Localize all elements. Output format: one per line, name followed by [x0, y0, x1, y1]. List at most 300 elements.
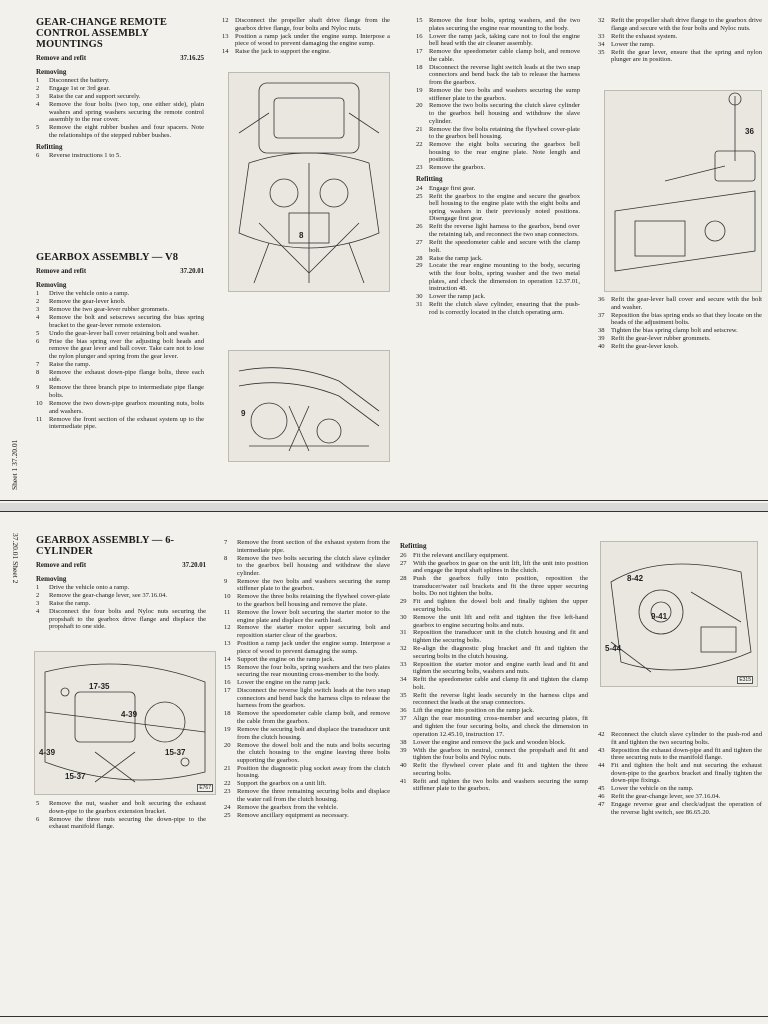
step-number: 14	[224, 655, 231, 663]
step-text: Engage first gear.	[429, 184, 476, 192]
step-text: Refit the speedometer cable and secure with the clamp bolt.	[429, 238, 580, 254]
step-item	[36, 290, 204, 298]
step-item	[36, 608, 206, 631]
step-item	[400, 676, 588, 691]
step-number: 13	[222, 32, 229, 40]
sheet1-column-1	[36, 17, 204, 160]
step-number: 19	[224, 725, 231, 733]
gear-lever-drawing	[605, 91, 761, 291]
step-number: 18	[224, 710, 231, 718]
step-text: Remove the unit lift and refit and tighten the five left-hand gearbox to engine securing bolts and nuts.	[413, 613, 588, 629]
figure-callout-9: 9	[241, 409, 246, 418]
step-item	[598, 312, 762, 327]
step-text: Disconnect the reverse light switch leads at the two snap connectors and bend back the tab to release the harness from the gearbox.	[429, 63, 580, 86]
step-number: 28	[400, 575, 407, 583]
refitting-heading: Refitting	[416, 175, 443, 183]
step-text: Refit the clutch slave cylinder, ensuring that the push-rod is correctly located in the clutch operating arm.	[429, 301, 580, 316]
step-text: Engage reverse gear and check/adjust the operation of the reverse light switch, see 86.65.20.	[611, 801, 762, 816]
step-item	[400, 552, 588, 560]
gear-lever-figure	[604, 90, 762, 292]
step-text: Engage 1st or 3rd gear.	[49, 85, 110, 93]
step-text: Drive the vehicle onto a ramp.	[49, 290, 130, 298]
step-number: 35	[400, 691, 407, 699]
step-number: 5	[36, 329, 40, 337]
step-list	[416, 185, 580, 317]
step-item	[416, 164, 580, 172]
step-text: Position a ramp jack under the engine sump. Interpose a piece of wood to prevent damaging the engine sump.	[235, 32, 390, 48]
step-number: 13	[224, 640, 231, 648]
step-number: 45	[598, 785, 605, 793]
step-text: Refit and tighten the two bolts and washers securing the sump stiffener plate to the gearbox.	[413, 777, 588, 793]
step-number: 35	[598, 48, 605, 56]
sheet2-column-4	[598, 731, 762, 817]
step-item	[400, 778, 588, 793]
step-list	[224, 539, 390, 819]
sheet2-column-1b	[36, 800, 206, 831]
step-text: Re-align the diagnostic plug bracket and fit and tighten the securing bolts in the clutch housing.	[413, 645, 588, 660]
step-text: Lower the ramp jack.	[429, 293, 486, 301]
step-item	[416, 239, 580, 254]
step-text: Remove the eight rubber bushes and four spacers. Note the relationships of the stepped rubber bushes.	[49, 124, 204, 139]
step-text: Remove the speedometer cable clamp bolt, and remove the cable from the gearbox.	[237, 710, 390, 725]
step-number: 17	[416, 48, 423, 56]
operation-code: 37.20.01	[182, 562, 206, 569]
step-item	[400, 661, 588, 676]
step-number: 39	[400, 746, 407, 754]
step-text: Remove the two bolts securing the clutch slave cylinder to the gearbox bell housing and withdraw the slave cylinder.	[429, 102, 580, 125]
step-item	[598, 41, 762, 49]
step-number: 5	[36, 124, 40, 132]
step-number: 11	[36, 415, 43, 423]
remove-refit-label: Remove and refit	[36, 55, 87, 62]
sheet1-column-4b	[598, 296, 762, 351]
step-item	[222, 48, 390, 56]
step-text: Prise the bias spring over the adjusting bolt heads and remove the gear lever and ball cover. Take care not to lose the nylon plunger and spring from the gear lever.	[49, 337, 204, 360]
step-text: Locate the rear engine mounting to the body, securing with the four bolts, spring washer and the two metal plates, and check the dimension in operation 12.37.01, instruction 48.	[429, 262, 580, 293]
step-item	[36, 584, 206, 592]
step-item	[416, 293, 580, 301]
step-text: Remove the two down-pipe gearbox mounting nuts, bolts and washers.	[49, 400, 204, 415]
step-text: Refit the gearbox to the engine and secure the gearbox bell housing to the engine plate with the eight bolts and spring washers in their previously noted positions. Disengage first gear.	[429, 192, 580, 223]
step-number: 32	[598, 17, 605, 24]
step-item	[416, 223, 580, 238]
step-item	[400, 707, 588, 715]
exhaust-drawing	[229, 351, 389, 461]
step-item	[416, 17, 580, 32]
step-item	[36, 77, 204, 85]
sheet1-column-1b	[36, 252, 204, 431]
step-text: Refit the gear lever, ensure that the spring and nylon plunger are in position.	[611, 48, 762, 64]
section-title-gearbox-6cyl: GEARBOX ASSEMBLY — 6-CYLINDER	[36, 535, 175, 557]
step-item	[400, 739, 588, 747]
step-text: Tighten the bias spring clamp bolt and setscrew.	[611, 327, 738, 335]
step-text: Refit the propeller shaft drive flange to the gearbox drive flange and secure with the four bolts and Nyloc nuts.	[611, 17, 762, 32]
sheet-1-rule	[0, 500, 768, 501]
step-item	[224, 710, 390, 725]
step-text: Drive the vehicle onto a ramp.	[49, 584, 130, 592]
step-number: 3	[36, 306, 40, 314]
gearbox-drawing	[35, 652, 215, 794]
step-item	[400, 762, 588, 777]
sheet2-column-1	[36, 535, 206, 631]
step-item	[400, 692, 588, 707]
step-item	[36, 400, 204, 415]
step-item	[36, 800, 206, 815]
step-item	[224, 804, 390, 812]
figure-callout: 17-35	[89, 682, 110, 691]
step-text: Remove the five bolts retaining the flywheel cover-plate to the gearbox bell housing.	[429, 125, 580, 141]
step-number: 22	[416, 141, 423, 149]
step-item	[36, 416, 204, 431]
step-text: Remove the speedometer cable clamp bolt, and remove the cable.	[429, 48, 580, 63]
step-item	[36, 306, 204, 314]
step-text: Lower the vehicle on the ramp.	[611, 785, 694, 793]
step-text: Remove the gearbox from the vehicle.	[237, 803, 339, 811]
step-item	[224, 664, 390, 679]
figure-reference: E315	[739, 677, 751, 683]
step-text: Remove the two bolts and washers securing the sump stiffener plate to the gearbox.	[237, 577, 390, 593]
operation-code: 37.16.25	[180, 55, 204, 62]
step-list	[598, 17, 762, 64]
figure-callout: 15-37	[165, 748, 186, 757]
engine-drawing	[229, 73, 389, 291]
sheet-1	[0, 0, 768, 503]
step-item	[400, 560, 588, 575]
step-number: 36	[400, 707, 407, 715]
step-number: 10	[36, 400, 43, 408]
step-text: Disconnect the reverse light switch leads at the two snap connectors and bend back the harness clips to release the harness from the gearbox.	[237, 687, 390, 710]
step-item	[598, 801, 762, 816]
step-text: Align the rear mounting cross-member and securing plates, fit and tighten the four securing bolts, and check the dimension in operation 12.45.10, instruction 17.	[413, 715, 588, 738]
step-item	[36, 384, 204, 399]
step-number: 38	[400, 738, 407, 746]
step-item	[598, 296, 762, 311]
step-text: Disconnect the propeller shaft drive flange from the gearbox drive flange, four bolts and Nyloc nuts.	[235, 17, 390, 32]
step-list	[36, 800, 206, 831]
step-number: 7	[36, 360, 40, 368]
step-list	[36, 584, 206, 631]
step-item	[598, 335, 762, 343]
step-number: 20	[416, 102, 423, 110]
step-text: Undo the gear-lever ball cover retaining bolt and washer.	[49, 329, 200, 337]
step-list	[598, 731, 762, 816]
sheet-2-rule	[0, 511, 768, 512]
step-text: Remove the gear-change lever, see 37.16.04.	[49, 592, 168, 600]
step-list	[222, 17, 390, 56]
figure-callout: 4-39	[121, 710, 138, 719]
step-text: Remove the eight bolts securing the gearbox bell housing to the rear engine plate. Note length and positions.	[429, 141, 580, 164]
step-text: Lower the ramp.	[611, 40, 655, 48]
step-item	[598, 343, 762, 351]
gearbox-6cyl-figure	[34, 651, 216, 795]
step-number: 7	[224, 539, 228, 546]
step-item	[36, 101, 204, 124]
step-number: 9	[36, 384, 40, 392]
step-number: 46	[598, 793, 605, 801]
step-number: 33	[400, 660, 407, 668]
step-number: 30	[416, 293, 423, 301]
step-number: 16	[224, 679, 231, 687]
step-text: Remove the exhaust down-pipe flange bolts, three each side.	[49, 368, 204, 384]
sheet1-column-3	[416, 17, 580, 317]
step-item	[400, 747, 588, 762]
step-number: 30	[400, 613, 407, 621]
step-text: Remove the starter motor upper securing bolt and reposition starter clear of the gearbox.	[237, 624, 390, 640]
step-number: 18	[416, 63, 423, 71]
step-item	[416, 193, 580, 223]
step-number: 2	[36, 85, 40, 93]
step-text: Refit the gear-lever knob.	[611, 343, 679, 351]
remove-refit-label: Remove and refit	[36, 562, 87, 569]
step-item	[400, 598, 588, 613]
step-text: Position the diagnostic plug socket away from the clutch housing.	[237, 764, 390, 780]
step-text: Raise the ramp jack.	[429, 254, 483, 262]
step-number: 16	[416, 32, 423, 40]
step-number: 43	[598, 746, 605, 754]
step-number: 31	[416, 301, 423, 309]
exhaust-figure	[228, 350, 390, 462]
step-number: 27	[400, 559, 407, 567]
step-text: Remove the securing bolt and displace the transducer unit from the clutch housing.	[237, 725, 390, 741]
step-item	[224, 640, 390, 655]
engine-underside-figure	[228, 72, 390, 292]
step-text: Reverse instructions 1 to 5.	[49, 152, 121, 160]
step-item	[224, 812, 390, 820]
step-item	[400, 629, 588, 644]
step-text: Remove the dowel bolt and the nuts and bolts securing the clutch housing to the engine leaving three bolts supporting the gearbox.	[237, 741, 390, 764]
step-text: Raise the ramp.	[49, 360, 91, 368]
step-text: Remove the bolt and setscrews securing the bias spring bracket to the gear-lever remote extension.	[49, 314, 204, 329]
step-number: 34	[400, 676, 407, 684]
step-text: Fit and tighten the dowel bolt and finally tighten the upper securing bolts.	[413, 598, 588, 613]
step-text: Raise the ramp.	[49, 600, 91, 608]
step-text: Lift the engine into position on the ramp jack.	[413, 707, 535, 715]
step-item	[224, 656, 390, 664]
step-text: Remove the nut, washer and bolt securing the exhaust down-pipe to the gearbox extension bracket.	[49, 800, 206, 815]
step-item	[400, 715, 588, 738]
step-text: Position a ramp jack under the engine sump. Interpose a piece of wood to prevent damaging the sump.	[237, 640, 390, 655]
step-item	[416, 255, 580, 263]
step-item	[224, 555, 390, 578]
step-number: 6	[36, 337, 40, 345]
step-item	[36, 152, 204, 160]
sheet1-column-4	[598, 17, 762, 64]
step-item	[400, 614, 588, 629]
removing-heading: Removing	[36, 280, 67, 289]
step-list	[36, 77, 204, 139]
figure-callout: 15-37	[65, 772, 86, 781]
step-number: 20	[224, 741, 231, 749]
step-text: With the gearbox in neutral, connect the propshaft and fit and tighten the four bolts and Nyloc nuts.	[413, 746, 588, 762]
step-number: 23	[416, 164, 423, 172]
step-number: 11	[224, 608, 231, 616]
step-number: 40	[400, 762, 407, 770]
step-number: 23	[224, 788, 231, 796]
section-title-remote-control: GEAR-CHANGE REMOTE CONTROL ASSEMBLY MOUNTINGS	[36, 17, 168, 50]
step-number: 25	[416, 192, 423, 200]
step-item	[36, 338, 204, 361]
step-text: Remove the two bolts securing the clutch slave cylinder to the gearbox bell housing and withdraw the slave cylinder.	[237, 554, 390, 577]
step-text: Refit the reverse light harness to the gearbox, bend over the retaining tab, and reconnect the two snap connectors.	[429, 223, 580, 238]
step-text: Raise the car and support securely.	[49, 93, 141, 101]
step-item	[36, 816, 206, 831]
step-text: Reposition the bias spring ends so that they locate on the heads of the adjustment bolts.	[611, 311, 762, 327]
step-number: 29	[416, 262, 423, 270]
step-number: 25	[224, 811, 231, 819]
step-text: Refit the flywheel cover plate and fit and tighten the three securing bolts.	[413, 762, 588, 777]
step-text: With the gearbox in gear on the unit lift, lift the unit into position and engage the input shaft splines in the clutch.	[413, 559, 588, 575]
step-item	[416, 48, 580, 63]
step-number: 47	[598, 801, 605, 809]
step-number: 37	[400, 715, 407, 723]
step-number: 41	[400, 777, 407, 785]
step-item	[36, 369, 204, 384]
step-text: Remove the three bolts retaining the flywheel cover-plate to the gearbox bell housing and remove the plate.	[237, 593, 390, 608]
remove-refit-line	[36, 268, 204, 276]
step-number: 1	[36, 290, 40, 298]
step-number: 21	[224, 764, 231, 772]
step-item	[400, 645, 588, 660]
step-item	[224, 742, 390, 765]
step-number: 3	[36, 600, 40, 608]
step-text: Remove ancillary equipment as necessary.	[237, 811, 349, 819]
step-text: Refit the reverse light leads securely in the harness clips and reconnect the leads at the snap connectors.	[413, 691, 588, 707]
step-list	[598, 296, 762, 351]
figure-callout: 5-44	[605, 644, 622, 653]
sheet2-column-3	[400, 539, 588, 793]
step-text: Remove the three remaining securing bolts and displace the water rail from the clutch housing.	[237, 788, 390, 803]
step-text: Refit the gear-lever ball cover and secure with the bolt and washer.	[611, 296, 762, 311]
step-number: 27	[416, 238, 423, 246]
figure-callout: 9-41	[651, 612, 668, 621]
sheet1-column-2	[222, 17, 390, 56]
step-text: Fit the relevant ancillary equipment.	[413, 551, 509, 559]
step-item	[598, 793, 762, 801]
step-item	[224, 687, 390, 710]
step-text: Reposition the transducer unit in the clutch housing and fit and tighten the securing bolts.	[413, 629, 588, 645]
step-text: Remove the front section of the exhaust system up to the intermediate pipe.	[49, 415, 204, 431]
step-text: Reposition the starter motor and engine earth lead and fit and tighten the securing bolts, washers and nuts.	[413, 660, 588, 676]
step-number: 8	[36, 368, 40, 376]
step-number: 39	[598, 335, 605, 343]
step-number: 2	[36, 298, 40, 306]
step-text: Remove the four bolts, spring washers, and the two plates securing the engine rear mounting to the body.	[429, 17, 580, 32]
step-number: 21	[416, 125, 423, 133]
step-text: Refit the gear-change lever, see 37.16.04.	[611, 793, 721, 801]
step-item	[416, 102, 580, 125]
step-item	[224, 578, 390, 593]
figure-callout: 8-42	[627, 574, 644, 583]
step-number: 6	[36, 152, 40, 160]
step-item	[224, 780, 390, 788]
step-text: Remove the four bolts (two top, one either side), plain washers and spring washers securing the remote control assembly to the rear cover.	[49, 101, 204, 124]
step-item	[224, 539, 390, 554]
step-text: Refit the exhaust system.	[611, 32, 678, 40]
step-item	[416, 185, 580, 193]
step-item	[224, 726, 390, 741]
step-text: Reposition the exhaust down-pipe and fit and tighten the three securing nuts to the manifold flange.	[611, 746, 762, 762]
step-list	[416, 17, 580, 172]
step-number: 2	[36, 592, 40, 600]
refitting-heading: Refitting	[36, 142, 63, 151]
step-item	[416, 64, 580, 87]
step-number: 3	[36, 93, 40, 101]
section-title-gearbox-v8: GEARBOX ASSEMBLY — V8	[36, 252, 179, 263]
step-item	[416, 87, 580, 102]
step-number: 10	[224, 593, 231, 601]
step-item	[598, 785, 762, 793]
step-number: 4	[36, 101, 40, 109]
step-number: 28	[416, 254, 423, 262]
step-number: 15	[416, 17, 423, 24]
step-item	[224, 765, 390, 780]
step-item	[598, 327, 762, 335]
step-list	[36, 290, 204, 431]
step-number: 31	[400, 629, 407, 637]
step-text: Support the engine on the ramp jack.	[237, 655, 335, 663]
step-item	[224, 593, 390, 608]
step-list	[36, 152, 204, 160]
step-text: Remove the three branch pipe to intermediate pipe flange bolts.	[49, 384, 204, 400]
step-item	[416, 301, 580, 316]
step-item	[224, 609, 390, 624]
step-text: Refit the speedometer cable and clamp fit and tighten the clamp bolt.	[413, 676, 588, 691]
step-number: 22	[224, 780, 231, 788]
step-list	[400, 552, 588, 793]
step-item	[400, 575, 588, 598]
step-number: 5	[36, 800, 40, 807]
step-text: Refit the gear-lever rubber grommets.	[611, 335, 711, 343]
sheet2-column-2	[224, 539, 390, 820]
sheet-2-bottom-rule	[0, 1016, 768, 1017]
step-item	[416, 126, 580, 141]
step-text: Fit and tighten the bolt and nut securing the exhaust down-pipe to the gearbox bracket and finally tighten the down-pipe fixings.	[611, 762, 762, 785]
remove-refit-line	[36, 562, 206, 570]
step-number: 36	[598, 296, 605, 303]
step-item	[222, 17, 390, 32]
figure-callout: 4-39	[39, 748, 56, 757]
step-item	[36, 124, 204, 139]
step-text: Reconnect the clutch slave cylinder to the push-rod and fit and tighten the two securing bolts.	[611, 731, 762, 746]
step-number: 12	[224, 624, 231, 632]
step-number: 26	[400, 551, 407, 559]
step-item	[36, 93, 204, 101]
step-text: Lower the engine on the ramp jack.	[237, 679, 331, 687]
step-number: 24	[416, 184, 423, 192]
step-item	[416, 262, 580, 292]
clutch-figure	[600, 541, 758, 687]
step-item	[598, 747, 762, 762]
figure-callout-36: 36	[745, 127, 754, 136]
clutch-drawing	[601, 542, 757, 686]
sheet-2	[0, 511, 768, 1024]
step-text: Support the gearbox on a unit lift.	[237, 780, 327, 788]
step-text: Remove the four bolts, spring washers and the two plates securing the rear mounting cross-member to the body.	[237, 663, 390, 679]
step-item	[222, 33, 390, 48]
step-number: 19	[416, 86, 423, 94]
step-text: Remove the lower bolt securing the starter motor to the engine plate and displace the earth lead.	[237, 608, 390, 624]
step-item	[36, 85, 204, 93]
step-item	[598, 762, 762, 785]
step-number: 17	[224, 687, 231, 695]
remove-refit-line	[36, 55, 204, 63]
step-item	[416, 33, 580, 48]
step-number: 6	[36, 815, 40, 823]
step-number: 37	[598, 311, 605, 319]
figure-callout-8: 8	[299, 231, 304, 240]
step-item	[598, 731, 762, 746]
operation-code: 37.20.01	[180, 268, 204, 275]
